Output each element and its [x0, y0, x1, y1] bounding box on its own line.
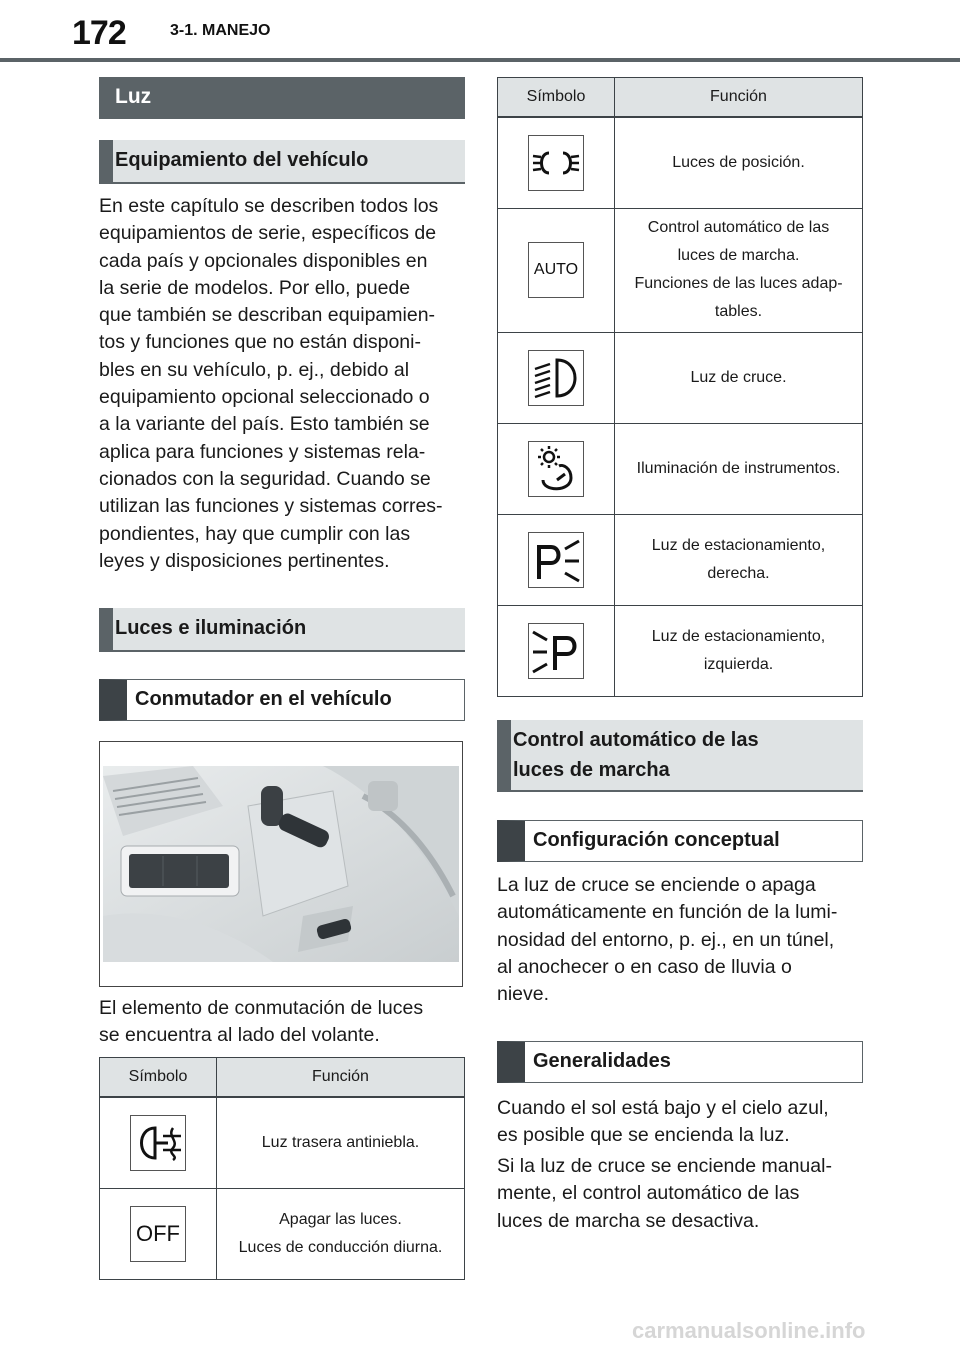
concept-paragraph [497, 872, 863, 1008]
function-text: derecha. [707, 564, 770, 582]
text-line: mente, el control automático de las [497, 1182, 800, 1205]
auto-label: AUTO [533, 261, 579, 278]
function-text: Luz de estacionamiento, [651, 627, 826, 645]
header-rule [0, 58, 960, 62]
function-text: luces de marcha. [677, 247, 800, 264]
function-text: Luz trasera antiniebla. [261, 1133, 420, 1151]
low-beam-icon [528, 350, 584, 406]
parking-light-right-icon [528, 532, 584, 588]
function-cell [615, 514, 863, 605]
table-row [498, 423, 863, 514]
off-label: OFF [136, 1220, 180, 1246]
auto-lights-heading [497, 720, 863, 792]
function-cell [615, 423, 863, 514]
symbol-cell [498, 117, 615, 208]
page-number: 172 [72, 14, 126, 52]
text-line: El elemento de conmutación de luces [99, 997, 424, 1019]
function-cell [615, 208, 863, 332]
text-line: pondientes, hay que cumplir con las [99, 522, 411, 545]
table-row [100, 1097, 465, 1188]
table-row [498, 332, 863, 423]
section-title: 3-1. MANEJO [170, 22, 271, 39]
table-row [498, 514, 863, 605]
function-text: Control automático de las [647, 219, 830, 236]
text-line: utilizan las funciones y sistemas corres- [99, 495, 443, 518]
symbol-cell [498, 605, 615, 696]
text-line: cionados con la seguridad. Cuando se [99, 467, 431, 490]
steering-column-illustration [103, 766, 459, 962]
general-heading: Generalidades [497, 1041, 863, 1083]
symbol-cell [100, 1097, 217, 1188]
function-text: tables. [714, 303, 763, 320]
function-text: Luces de conducción diurna. [238, 1238, 443, 1256]
general-paragraph-1 [497, 1095, 863, 1150]
function-text: Apagar las luces. [279, 1210, 402, 1228]
function-cell [217, 1097, 465, 1188]
column-header-function: Función [615, 78, 863, 118]
concept-heading: Configuración conceptual [497, 820, 863, 862]
text-line: La luz de cruce se enciende o apaga [497, 874, 816, 896]
parking-light-left-icon [528, 623, 584, 679]
dashboard-photo [99, 741, 463, 987]
symbol-table-right [497, 77, 863, 697]
symbol-cell [498, 332, 615, 423]
function-text: Funciones de las luces adap- [634, 275, 843, 292]
lights-heading: Luces e iluminación [99, 608, 465, 652]
table-row [498, 605, 863, 696]
text-line: Si la luz de cruce se enciende manual- [497, 1155, 832, 1177]
heading-line: Control automático de las [513, 729, 759, 751]
text-line: que también se describan equipamien- [99, 304, 436, 327]
function-text: Iluminación de instrumentos. [636, 459, 841, 477]
heading-line: luces de marcha [513, 759, 670, 781]
watermark: carmanualsonline.info [632, 1318, 866, 1343]
luz-heading: Luz [99, 77, 465, 119]
position-lights-icon [528, 135, 584, 191]
text-line: cada país y opcionales disponibles en [99, 249, 428, 272]
symbol-cell [498, 208, 615, 332]
switch-heading: Conmutador en el vehículo [99, 679, 465, 721]
function-cell [615, 332, 863, 423]
text-line: equipamiento opcional seleccionado o [99, 386, 430, 409]
function-cell [615, 605, 863, 696]
symbol-cell [498, 423, 615, 514]
page-header [0, 0, 960, 62]
table-row [498, 117, 863, 208]
column-header-function: Función [217, 1058, 465, 1098]
text-line: nieve. [497, 983, 550, 1006]
text-line: a la variante del país. Esto también se [99, 413, 430, 436]
text-line: Cuando el sol está bajo y el cielo azul, [497, 1097, 829, 1119]
text-line: automáticamente en función de la lumi- [497, 901, 838, 924]
symbol-table-left [99, 1057, 465, 1280]
off-symbol [130, 1206, 186, 1262]
table-row [100, 1188, 465, 1279]
rear-fog-light-icon [130, 1115, 186, 1171]
function-text: Luces de posición. [672, 153, 805, 171]
text-line: tos y funciones que no están disponi- [99, 331, 421, 354]
text-line: equipamientos de serie, específicos de [99, 222, 437, 245]
table-row [498, 208, 863, 332]
text-line: luces de marcha se desactiva. [497, 1209, 760, 1232]
instrument-lighting-icon [528, 441, 584, 497]
text-line: bles en su vehículo, p. ej., debido al [99, 358, 410, 381]
text-line: se encuentra al lado del volante. [99, 1024, 380, 1047]
text-line: la serie de modelos. Por ello, puede [99, 276, 411, 299]
text-line: En este capítulo se describen todos los [99, 195, 439, 217]
function-text: Luz de cruce. [690, 368, 787, 386]
switch-paragraph [99, 995, 465, 1050]
column-header-symbol: Símbolo [498, 78, 615, 118]
general-paragraph-2 [497, 1153, 863, 1235]
text-line: aplica para funciones y sistemas rela- [99, 440, 426, 463]
column-header-symbol: Símbolo [100, 1058, 217, 1098]
auto-symbol [528, 242, 584, 298]
function-text: Luz de estacionamiento, [651, 536, 826, 554]
equipment-paragraph [99, 193, 465, 575]
symbol-cell [498, 514, 615, 605]
text-line: leyes y disposiciones pertinentes. [99, 549, 390, 572]
symbol-cell [100, 1188, 217, 1279]
text-line: nosidad del entorno, p. ej., en un túnel, [497, 928, 835, 951]
equipment-heading: Equipamiento del vehículo [99, 140, 465, 184]
function-cell [217, 1188, 465, 1279]
function-text: izquierda. [703, 655, 774, 673]
text-line: es posible que se encienda la luz. [497, 1124, 790, 1147]
function-cell [615, 117, 863, 208]
text-line: al anochecer o en caso de lluvia o [497, 955, 792, 978]
